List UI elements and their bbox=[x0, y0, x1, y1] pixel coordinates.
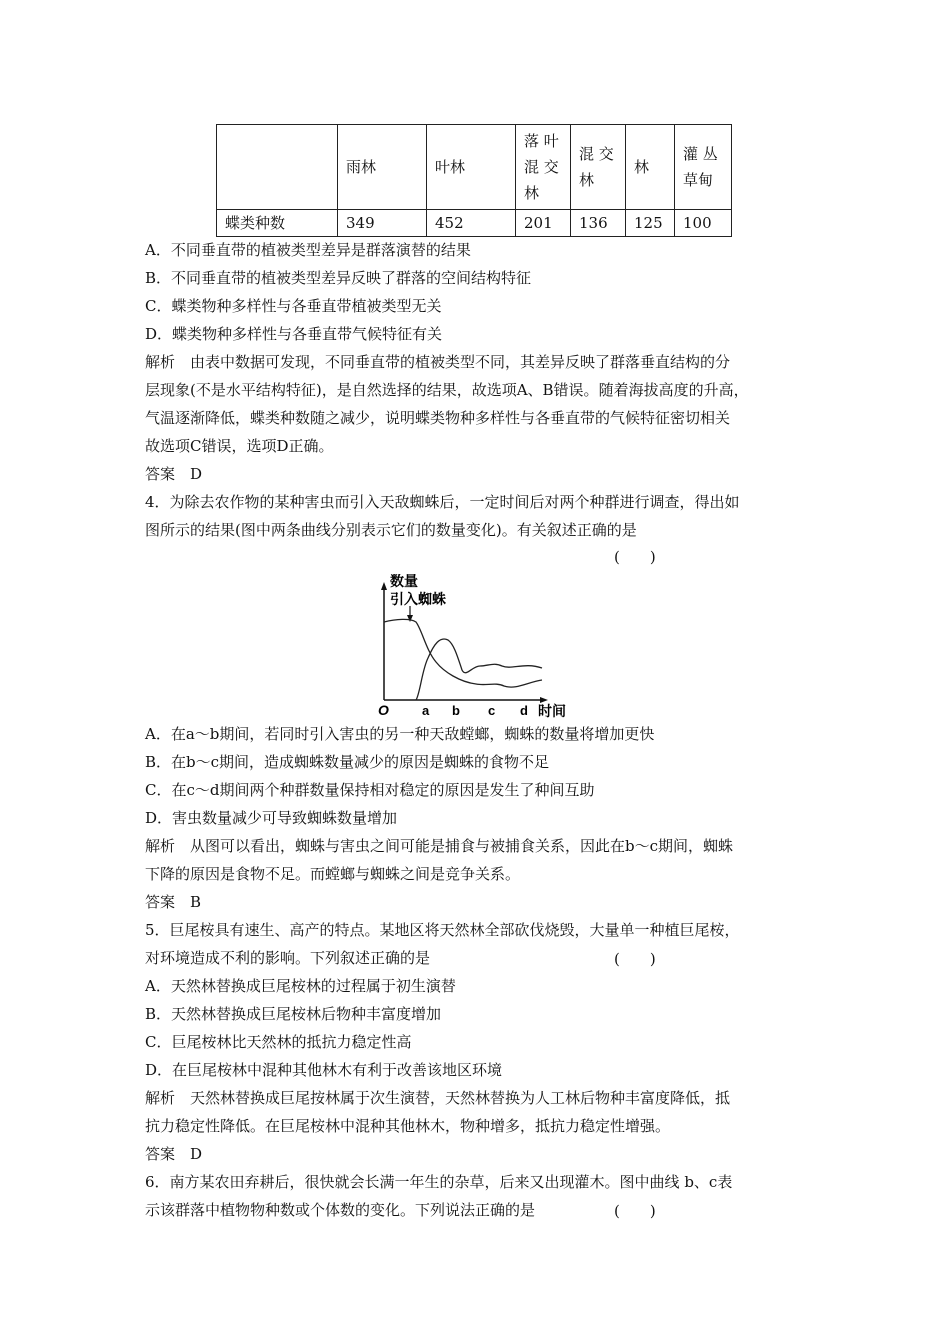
spider-curve bbox=[416, 639, 542, 700]
butterfly-table bbox=[216, 124, 732, 237]
q4-option-c: C．在c～d期间两个种群数量保持相对稳定的原因是发生了种间互助 bbox=[145, 781, 595, 799]
q5-analysis-line: 解析 天然林替换成巨尾按林属于次生演替，天然林替换为人工林后物种丰富度降低，抵 bbox=[145, 1089, 731, 1107]
table-cell: 349 bbox=[338, 210, 427, 237]
q5-option-b: B．天然林替换成巨尾桉林后物种丰富度增加 bbox=[145, 1005, 442, 1023]
q5-answer-paren: ( ) bbox=[614, 950, 656, 968]
table-header-cell: 雨林 bbox=[338, 125, 427, 210]
graph-tick: d bbox=[520, 703, 528, 718]
q3-option-a: A．不同垂直带的植被类型差异是群落演替的结果 bbox=[145, 241, 471, 259]
table-header-cell: 灌 丛 草甸 bbox=[675, 125, 732, 210]
q4-stem-line: 图所示的结果(图中两条曲线分别表示它们的数量变化)。有关叙述正确的是 bbox=[145, 521, 637, 539]
q5-option-c: C．巨尾桉林比天然林的抵抗力稳定性高 bbox=[145, 1033, 412, 1051]
q4-answer: 答案 B bbox=[145, 893, 202, 911]
q3-analysis-line: 故选项C错误，选项D正确。 bbox=[145, 437, 334, 455]
graph-xlabel: 时间 bbox=[538, 703, 566, 719]
graph-tick: a bbox=[422, 703, 430, 718]
q5-stem-line: 对环境造成不利的影响。下列叙述正确的是 bbox=[145, 949, 431, 967]
q5-answer: 答案 D bbox=[145, 1145, 203, 1163]
q6-stem-line: 6．南方某农田弃耕后，很快就会长满一年生的杂草，后来又出现灌木。图中曲线 b、c表 bbox=[145, 1173, 733, 1191]
table-header-row bbox=[217, 125, 732, 210]
population-graph bbox=[376, 574, 576, 720]
q5-analysis-line: 抗力稳定性降低。在巨尾桉林中混种其他林木，物种增多，抵抗力稳定性增强。 bbox=[145, 1117, 671, 1135]
q5-stem-line: 5．巨尾桉具有速生、高产的特点。某地区将天然林全部砍伐烧毁，大量单一种植巨尾桉， bbox=[145, 921, 740, 939]
q4-option-a: A．在a～b期间，若同时引入害虫的另一种天敌螳螂，蜘蛛的数量将增加更快 bbox=[145, 725, 655, 743]
table-cell: 136 bbox=[571, 210, 626, 237]
q3-analysis-line: 气温逐渐降低，蝶类种数随之减少，说明蝶类物种多样性与各垂直带的气候特征密切相关 bbox=[145, 409, 731, 427]
graph-origin: O bbox=[378, 702, 389, 718]
table-cell: 452 bbox=[427, 210, 516, 237]
table-header-cell: 混 交 林 bbox=[571, 125, 626, 210]
q3-option-b: B．不同垂直带的植被类型差异反映了群落的空间结构特征 bbox=[145, 269, 532, 287]
table-row bbox=[217, 210, 732, 237]
pest-curve bbox=[384, 619, 542, 687]
q5-option-d: D．在巨尾桉林中混种其他林木有利于改善该地区环境 bbox=[145, 1061, 503, 1079]
table-header-cell: 叶林 bbox=[427, 125, 516, 210]
q3-answer: 答案 D bbox=[145, 465, 203, 483]
q4-analysis-line: 解析 从图可以看出，蜘蛛与害虫之间可能是捕食与被捕食关系，因此在b～c期间，蜘蛛 bbox=[145, 837, 734, 855]
table-header-cell bbox=[217, 125, 338, 210]
q3-analysis-line: 层现象(不是水平结构特征)，是自然选择的结果，故选项A、B错误。随着海拔高度的升高， bbox=[145, 381, 749, 399]
q4-answer-paren: ( ) bbox=[614, 548, 656, 566]
q3-option-d: D．蝶类物种多样性与各垂直带气候特征有关 bbox=[145, 325, 443, 343]
graph-tick: b bbox=[452, 703, 460, 718]
q3-analysis-line: 解析 由表中数据可发现，不同垂直带的植被类型不同，其差异反映了群落垂直结构的分 bbox=[145, 353, 731, 371]
table-cell: 100 bbox=[675, 210, 732, 237]
graph-annotation: 引入蜘蛛 bbox=[390, 591, 446, 607]
q6-answer-paren: ( ) bbox=[614, 1202, 656, 1220]
table-header-cell: 落 叶 混 交 林 bbox=[516, 125, 571, 210]
q4-option-b: B．在b～c期间，造成蜘蛛数量减少的原因是蜘蛛的食物不足 bbox=[145, 753, 550, 771]
q3-option-c: C．蝶类物种多样性与各垂直带植被类型无关 bbox=[145, 297, 442, 315]
table-row-label: 蝶类种数 bbox=[217, 210, 338, 237]
q4-stem-line: 4．为除去农作物的某种害虫而引入天敌蜘蛛后，一定时间后对两个种群进行调查，得出如 bbox=[145, 493, 740, 511]
table-cell: 201 bbox=[516, 210, 571, 237]
q5-option-a: A．天然林替换成巨尾桉林的过程属于初生演替 bbox=[145, 977, 456, 995]
graph-ylabel: 数量 bbox=[390, 574, 418, 589]
table-cell: 125 bbox=[626, 210, 675, 237]
q6-stem-line: 示该群落中植物物种数或个体数的变化。下列说法正确的是 bbox=[145, 1201, 536, 1219]
table-header-cell: 林 bbox=[626, 125, 675, 210]
q4-option-d: D．害虫数量减少可导致蜘蛛数量增加 bbox=[145, 809, 398, 827]
y-axis-arrow bbox=[381, 582, 387, 590]
graph-tick: c bbox=[488, 703, 496, 718]
q4-analysis-line: 下降的原因是食物不足。而螳螂与蜘蛛之间是竞争关系。 bbox=[145, 865, 521, 883]
